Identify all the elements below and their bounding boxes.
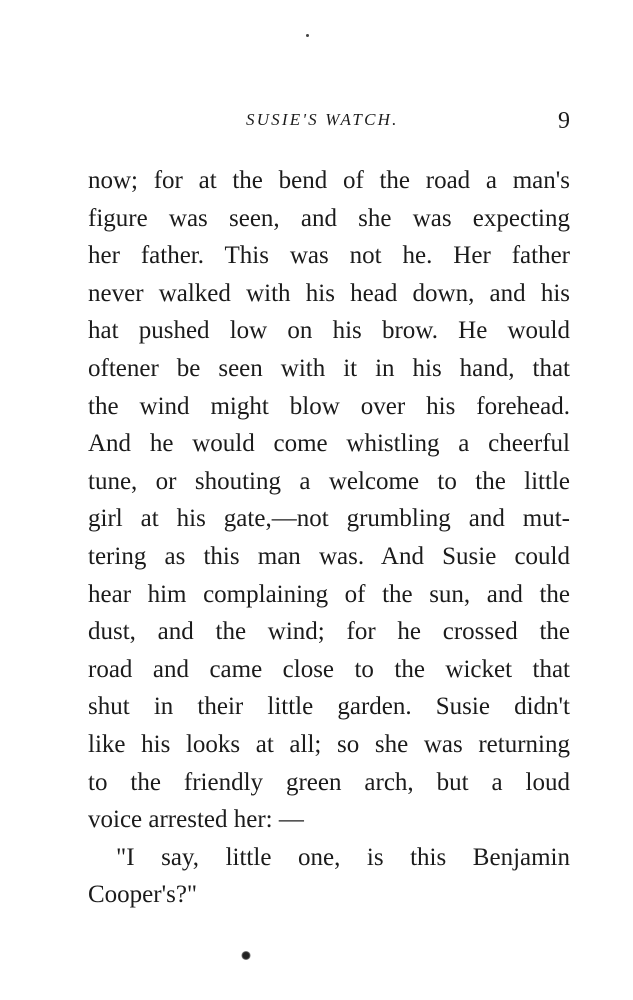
text-line: hat pushed low on his brow. He would bbox=[88, 317, 570, 345]
text-line: now; for at the bend of the road a man's bbox=[88, 167, 570, 194]
text-line: to the friendly green arch, but a loud bbox=[88, 768, 570, 796]
text-line: hear him complaining of the sun, and the bbox=[88, 580, 570, 608]
text-line: dust, and the wind; for he crossed the bbox=[88, 618, 570, 646]
text-line: voice arrested her: — bbox=[88, 806, 304, 834]
text-line: And he would come whistling a cheerful bbox=[88, 430, 570, 458]
running-title: SUSIE'S WATCH. bbox=[246, 110, 399, 129]
text-line: Cooper's?" bbox=[88, 881, 198, 909]
ornament-dot bbox=[241, 951, 251, 960]
text-line: tune, or shouting a welcome to the little bbox=[88, 467, 570, 495]
text-line: tering as this man was. And Susie could bbox=[88, 542, 570, 570]
text-line: her father. This was not he. Her father bbox=[88, 242, 570, 270]
text-line: figure was seen, and she was expecting bbox=[88, 204, 570, 232]
text-line: the wind might blow over his forehead. bbox=[88, 392, 570, 420]
running-head bbox=[88, 108, 570, 138]
text-line: girl at his gate,—not grumbling and mut- bbox=[88, 505, 570, 533]
text-line: oftener be seen with it in his hand, that bbox=[88, 354, 570, 382]
page-speck bbox=[306, 34, 309, 37]
text-line: "I say, little one, is this Benjamin bbox=[116, 843, 570, 871]
text-line: road and came close to the wicket that bbox=[88, 655, 570, 683]
text-line: like his looks at all; so she was returning bbox=[88, 730, 570, 758]
text-line: shut in their little garden. Susie didn't bbox=[88, 693, 570, 721]
body-text bbox=[88, 162, 570, 914]
text-line: never walked with his head down, and his bbox=[88, 279, 570, 307]
page-number: 9 bbox=[558, 108, 570, 134]
